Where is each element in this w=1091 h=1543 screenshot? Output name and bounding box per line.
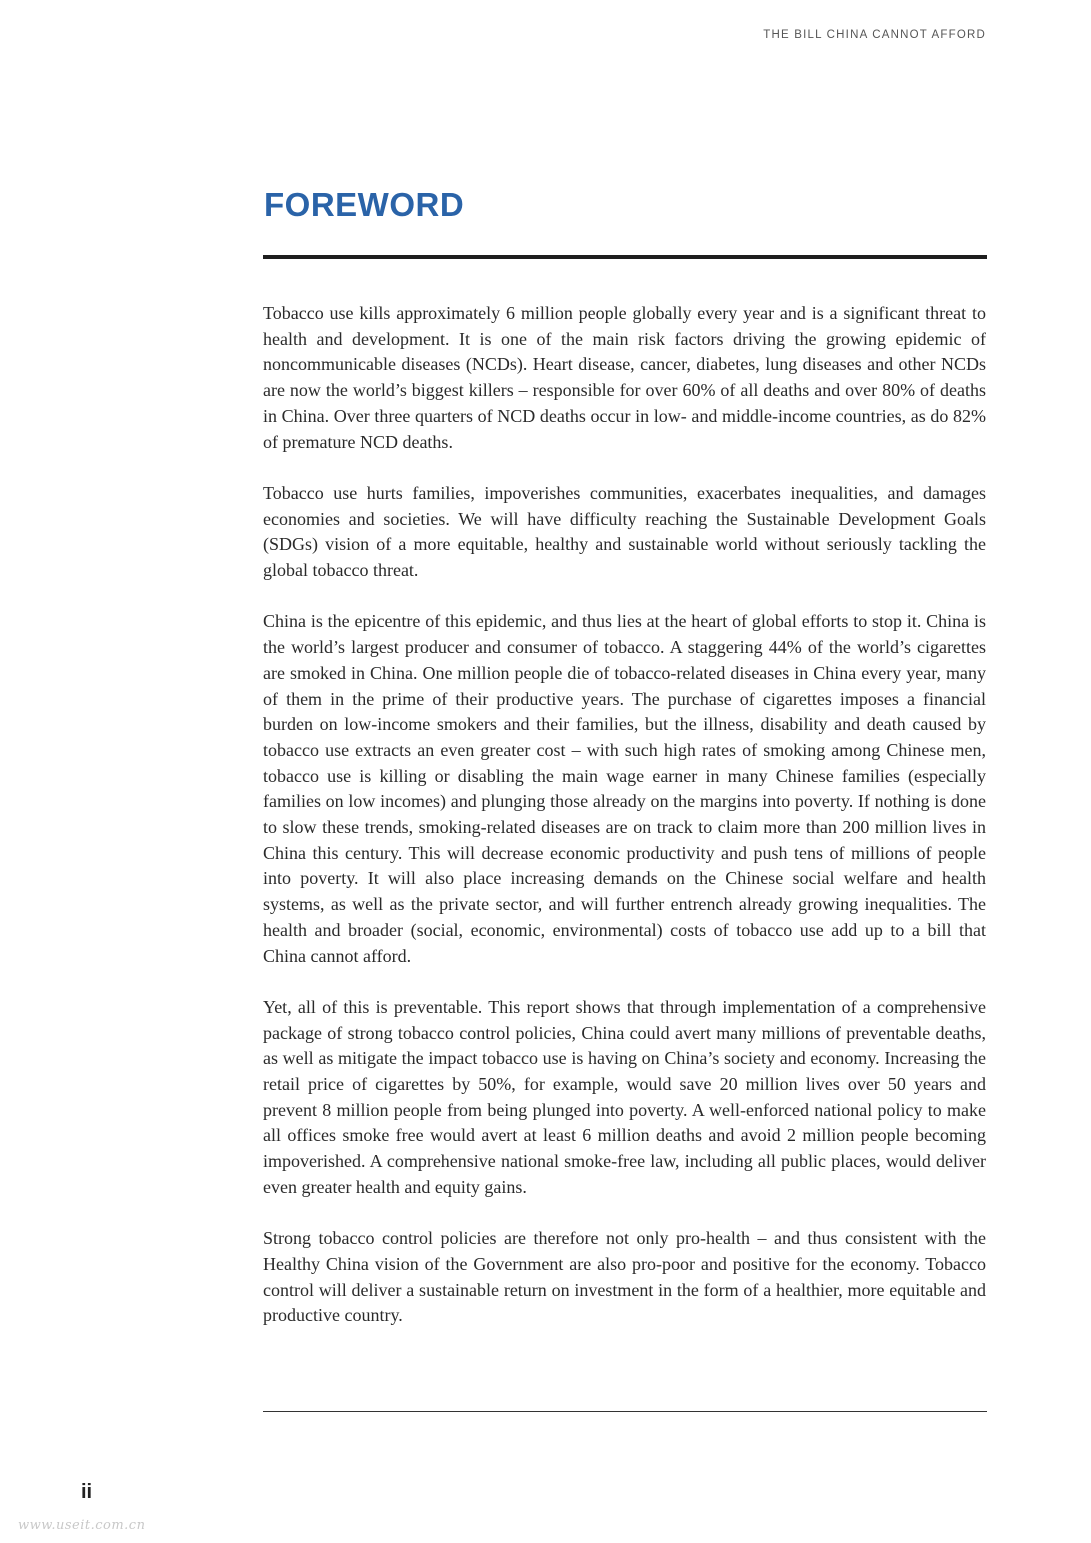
paragraph-3: China is the epicentre of this epidemic, and thus lies at the heart of global efforts to stop it. China is the world’s largest producer and consumer of tobacco. A staggering 44% of the world’s cigarettes are smoked in China. One million people die of tobacco-related diseases in China every year, many of them in the prime of their productive years. The purchase of cigarettes imposes a financial burden on low-income smokers and their families, but the illness, disability and death caused by tobacco use extracts an even greater cost – with such high rates of smoking among Chinese men, tobacco use is killing or disabling the main wage earner in many Chinese families (especially families on low incomes) and plunging those already on the margins into poverty. If nothing is done to slow these trends, smoking-related diseases are on track to claim more than 200 million lives in China this century. This will decrease economic productivity and push tens of millions of people into poverty. It will also place increasing demands on the Chinese social welfare and health systems, as well as the private sector, and will further entrench already growing inequalities. The health and broader (social, economic, environmental) costs of tobacco use add up to a bill that China cannot afford. [263, 611, 986, 966]
paragraph-5: Strong tobacco control policies are therefore not only pro-health – and thus consistent with the Healthy China vision of the Government are also pro-poor and positive for the economy. Tobacco control will deliver a sustainable return on investment in the form of a healthier, more equitable and productive country. [263, 1228, 986, 1326]
foreword-body [263, 301, 986, 1355]
paragraph-2: Tobacco use hurts families, impoverishes communities, exacerbates inequalities, and damages economies and societies. We will have difficulty reaching the Sustainable Development Goals (SDGs) vision of a more equitable, healthy and sustainable world without seriously tackling the global tobacco threat. [263, 482, 986, 581]
running-header: THE BILL CHINA CANNOT AFFORD [763, 29, 986, 41]
title-divider [263, 255, 987, 259]
page-title: FOREWORD [264, 186, 465, 223]
watermark: www.useit.com.cn [18, 1518, 146, 1533]
page-number: ii [81, 1481, 93, 1503]
footer-divider [263, 1411, 987, 1412]
paragraph-1: Tobacco use kills approximately 6 million people globally every year and is a significant threat to health and development. It is one of the main risk factors driving the growing epidemic of noncommunicable diseases (NCDs). Heart disease, cancer, diabetes, lung diseases and other NCDs are now the world’s biggest killers – responsible for over 60% of all deaths and over 80% of deaths in China. Over three quarters of NCD deaths occur in low- and middle-income countries, as do 82% of premature NCD deaths. [263, 303, 986, 452]
paragraph-4: Yet, all of this is preventable. This report shows that through implementation of a comprehensive package of strong tobacco control policies, China could avert many millions of preventable deaths, as well as mitigate the impact tobacco use is having on China’s society and economy. Increasing the retail price of cigarettes by 50%, for example, would save 20 million lives over 50 years and prevent 8 million people from being plunged into poverty. A well-enforced national policy to make all offices smoke free would avert at least 6 million deaths and avoid 2 million people becoming impoverished. A comprehensive national smoke-free law, including all public places, would deliver even greater health and equity gains. [263, 996, 986, 1197]
